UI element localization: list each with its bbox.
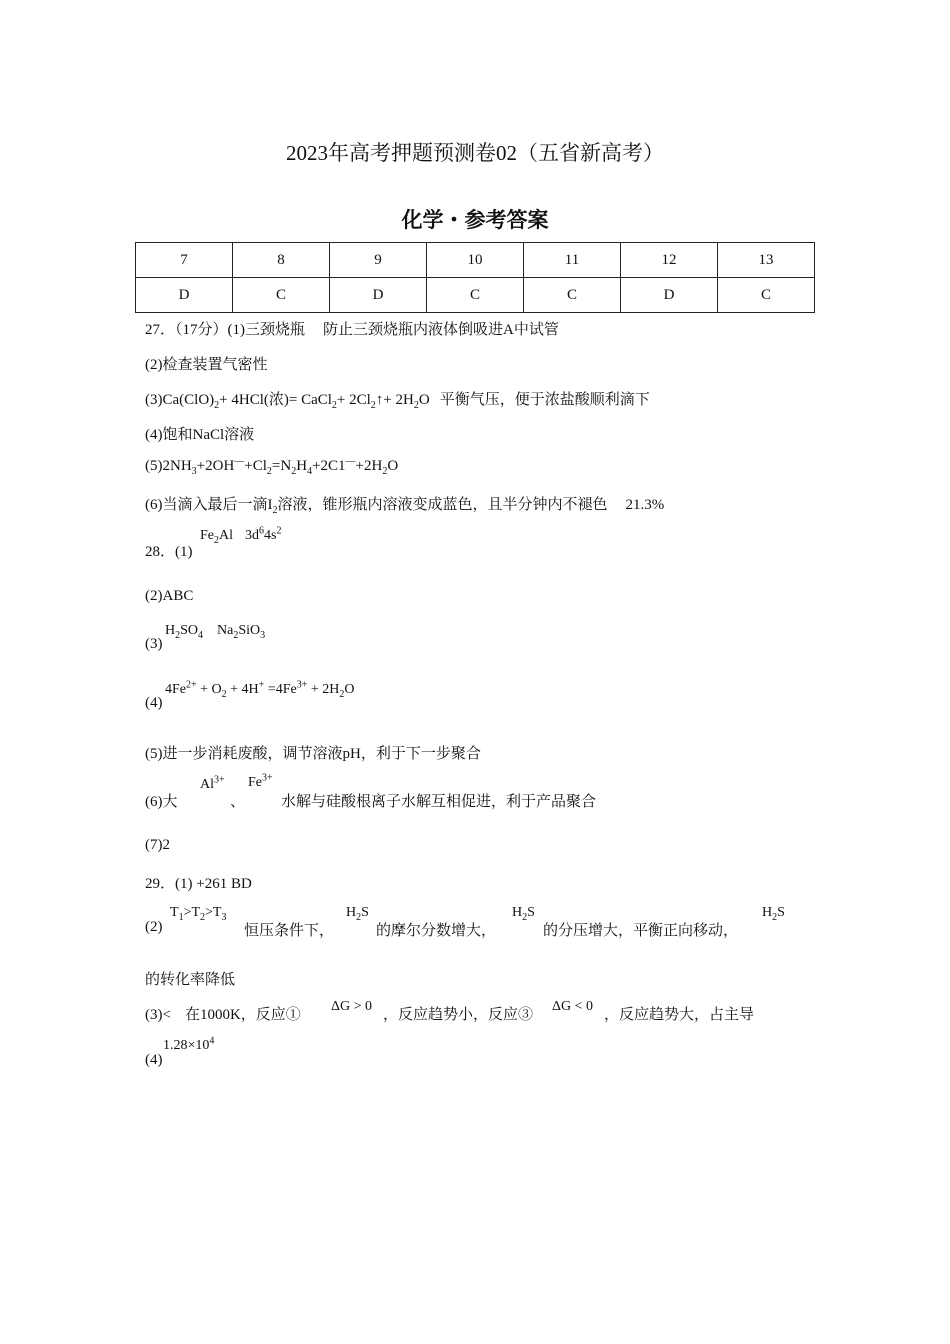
q28-part5: (5)进一步消耗废酸，调节溶液pH，利于下一步聚合	[145, 746, 481, 762]
q28-part1-label: 28．(1)	[145, 544, 193, 560]
q29-part2-h2s-1: $H_2S$	[346, 905, 369, 923]
q28-part6-al: $Al^{3+}$	[200, 774, 225, 792]
table-cell: 13	[718, 243, 815, 278]
q27-part2: (2)检查装置气密性	[145, 357, 268, 373]
q29-part3-dg1: ΔG > 0	[331, 999, 373, 1014]
q29-part2-label: (2)	[145, 919, 163, 935]
q29-part3-dg2: ΔG < 0	[552, 999, 594, 1014]
table-cell: C	[524, 278, 621, 313]
q29-part2-temps: $T_1>T_2>T_3$	[170, 905, 227, 923]
table-cell: 10	[427, 243, 524, 278]
q28-part3-formula: $H_2SO_4$ $Na_2SiO_3$	[165, 623, 266, 641]
table-cell: C	[427, 278, 524, 313]
q28-part6-fe: $Fe^{3+}$	[248, 772, 273, 790]
q29-part2-text-a: 恒压条件下，	[244, 923, 335, 939]
q29-part4-value: $1.28\times 10^4$	[163, 1035, 215, 1053]
q28-part4-label: (4)	[145, 695, 163, 711]
q27-part5: $(5)2NH_3+2OH^—+Cl_2=N_2H_4+2C1^—+2H_2O$	[145, 456, 399, 477]
q28-part7: (7)2	[145, 837, 170, 853]
table-cell: 9	[330, 243, 427, 278]
q27-part1: 27．（17分）(1)三颈烧瓶 防止三颈烧瓶内液体倒吸进A中试管	[145, 322, 559, 338]
table-cell: D	[136, 278, 233, 313]
q28-part2: (2)ABC	[145, 588, 194, 604]
page-subtitle: 化学・参考答案	[401, 208, 549, 232]
q29-part4-label: (4)	[145, 1052, 163, 1068]
q27-part6: (6)当滴入最后一滴$I_2$溶液，锥形瓶内溶液变成蓝色，且半分钟内不褪色 21.3%	[145, 497, 665, 516]
table-cell: C	[233, 278, 330, 313]
q29-part2-text-c: 的分压增大，平衡正向移动，	[543, 923, 739, 939]
q29-part2-text-d: 的转化率降低	[145, 972, 236, 988]
table-cell: C	[718, 278, 815, 313]
answer-table	[135, 242, 815, 313]
q28-part6-text: 水解与硅酸根离子水解互相促进，利于产品聚合	[281, 794, 597, 810]
q29-part1: 29．(1) +261 BD	[145, 876, 252, 892]
table-cell: D	[621, 278, 718, 313]
q28-part1-formula: $Fe_2Al$ $3d^64s^2$	[200, 525, 282, 546]
q27-part3: $(3)Ca(ClO)_2+ 4HCl$(浓)= CaCl$_2$+ $2Cl_2↑+ 2H_2O$ 平衡气压，便于浓盐酸顺利滴下	[145, 392, 650, 411]
table-cell: D	[330, 278, 427, 313]
q29-part2-h2s-3: $H_2S$	[762, 905, 785, 923]
q29-part3-text-c: ，反应趋势小，反应③	[383, 1007, 534, 1023]
table-cell: 11	[524, 243, 621, 278]
q28-part6-sep: 、	[230, 794, 246, 810]
table-row-questions	[136, 243, 815, 278]
table-cell: 8	[233, 243, 330, 278]
table-row-answers	[136, 278, 815, 313]
q27-part4: (4)饱和NaCl溶液	[145, 427, 255, 443]
q28-part6-label: (6)大	[145, 794, 178, 810]
table-cell: 7	[136, 243, 233, 278]
table-cell: 12	[621, 243, 718, 278]
q29-part2-text-b: 的摩尔分数增大，	[376, 923, 497, 939]
q29-part2-h2s-2: $H_2S$	[512, 905, 535, 923]
q28-part3-label: (3)	[145, 636, 163, 652]
q28-part4-equation: $4Fe^{2+} + O_2 + 4H^+ =4Fe^{3+} + 2H_2O$	[165, 679, 355, 700]
page-title: 2023年高考押题预测卷02（五省新高考）	[286, 141, 664, 165]
q29-part3: (3)< 在1000K，反应①	[145, 1007, 301, 1023]
q29-part3-text-d: ，反应趋势大，占主导	[604, 1007, 755, 1023]
